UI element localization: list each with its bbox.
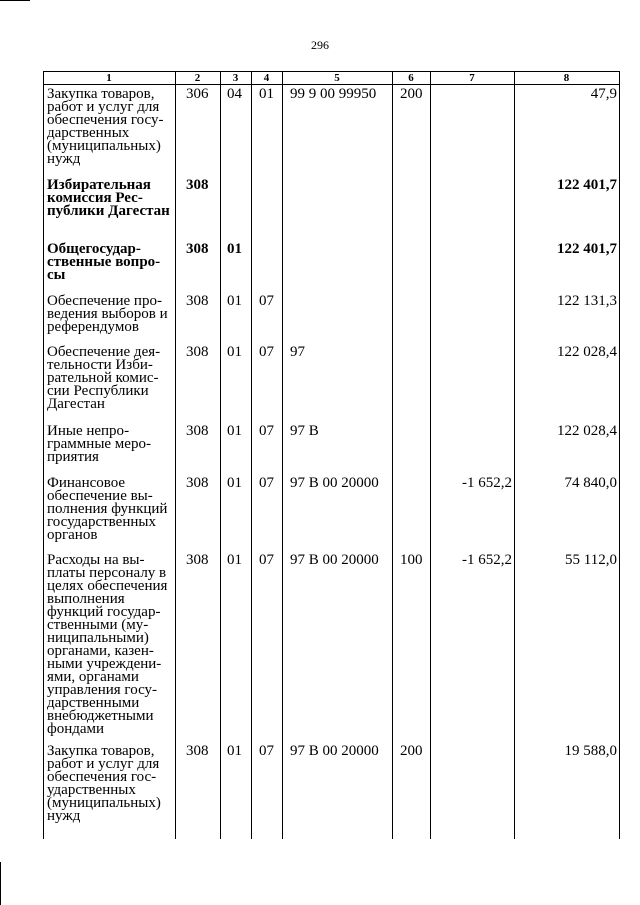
row-code-subsection: 01 bbox=[259, 86, 274, 102]
row-code-expense-type: 200 bbox=[400, 743, 423, 759]
row-amount: 122 028,4 bbox=[557, 344, 617, 360]
row-name: Обеспечение деятельности Избирательной комиссии Республики Дагестан bbox=[47, 344, 161, 412]
row-code-subsection: 07 bbox=[259, 293, 274, 309]
row-amount: 122 401,7 bbox=[557, 177, 617, 193]
row-code-ministry: 308 bbox=[186, 293, 209, 309]
row-code-section: 01 bbox=[227, 344, 242, 360]
row-code-target: 97 В 00 20000 bbox=[290, 475, 379, 491]
row-code-subsection: 07 bbox=[259, 475, 274, 491]
row-code-expense-type: 100 bbox=[400, 552, 423, 568]
row-code-target: 97 В 00 20000 bbox=[290, 743, 379, 759]
col-border bbox=[43, 71, 44, 839]
header-col-8: 8 bbox=[563, 72, 570, 84]
row-name: Финансовое обеспечение выполнения функций государственных органов bbox=[47, 475, 168, 543]
row-code-subsection: 07 bbox=[259, 423, 274, 439]
col-border bbox=[430, 71, 431, 839]
row-code-subsection: 07 bbox=[259, 743, 274, 759]
row-code-section: 01 bbox=[227, 743, 242, 759]
row-code-ministry: 308 bbox=[186, 177, 209, 193]
row-amount: 122 401,7 bbox=[557, 241, 617, 257]
row-code-section: 01 bbox=[227, 241, 242, 257]
row-code-section: 01 bbox=[227, 475, 242, 491]
row-name: Обеспечение проведения выборов и референдумов bbox=[47, 293, 168, 335]
row-code-section: 04 bbox=[227, 86, 242, 102]
row-code-ministry: 308 bbox=[186, 743, 209, 759]
row-code-target: 97 В bbox=[290, 423, 319, 439]
header-col-2: 2 bbox=[194, 72, 201, 84]
col-border bbox=[282, 71, 283, 839]
row-name: Расходы на выплаты персоналу в целях обеспечения выполнения функций государственными (муниципальными) органами, казенными учреждениями, органами управления государственными внебюджетными фондами bbox=[47, 552, 168, 737]
scan-edge-mark bbox=[0, 0, 30, 1]
row-code-ministry: 308 bbox=[186, 552, 209, 568]
row-code-subsection: 07 bbox=[259, 552, 274, 568]
col-border bbox=[514, 71, 515, 839]
row-name: Закупка товаров, работ и услуг для обеспечения государственных (муниципальных) нужд bbox=[47, 86, 164, 167]
col-border bbox=[251, 71, 252, 839]
row-code-target: 97 В 00 20000 bbox=[290, 552, 379, 568]
header-bottom-border bbox=[43, 84, 620, 85]
header-col-3: 3 bbox=[232, 72, 239, 84]
row-code-ministry: 308 bbox=[186, 344, 209, 360]
col-border bbox=[220, 71, 221, 839]
row-amount: 74 840,0 bbox=[564, 475, 617, 491]
scan-margin-mark bbox=[0, 862, 1, 905]
row-code-ministry: 308 bbox=[186, 475, 209, 491]
row-amount: 47,9 bbox=[590, 86, 617, 102]
row-name: Избирательная комиссия Республики Дагестан bbox=[47, 177, 170, 219]
row-amount: 122 028,4 bbox=[557, 423, 617, 439]
col-border bbox=[392, 71, 393, 839]
header-col-1: 1 bbox=[106, 72, 112, 84]
row-code-section: 01 bbox=[227, 423, 242, 439]
header-col-6: 6 bbox=[408, 72, 414, 84]
row-name: Общегосударственные вопросы bbox=[47, 241, 161, 283]
row-change-amount: -1 652,2 bbox=[462, 552, 512, 568]
row-code-target: 99 9 00 99950 bbox=[290, 86, 377, 102]
row-name: Закупка товаров, работ и услуг для обеспечения государственных (муниципальных) нужд bbox=[47, 743, 161, 824]
table-header bbox=[43, 72, 619, 84]
row-amount: 122 131,3 bbox=[557, 293, 617, 309]
row-code-ministry: 308 bbox=[186, 241, 209, 257]
row-code-section: 01 bbox=[227, 552, 242, 568]
row-code-subsection: 07 bbox=[259, 344, 274, 360]
header-col-4: 4 bbox=[263, 72, 270, 84]
row-amount: 55 112,0 bbox=[565, 552, 617, 568]
row-change-amount: -1 652,2 bbox=[462, 475, 512, 491]
page-number: 296 bbox=[311, 38, 329, 52]
col-border bbox=[619, 71, 620, 839]
row-code-target: 97 bbox=[290, 344, 305, 360]
row-code-expense-type: 200 bbox=[400, 86, 423, 102]
row-name: Иные непрограммные мероприятия bbox=[47, 423, 151, 465]
row-code-ministry: 308 bbox=[186, 423, 209, 439]
row-code-ministry: 306 bbox=[186, 86, 209, 102]
header-col-7: 7 bbox=[469, 72, 475, 84]
col-border bbox=[175, 71, 176, 839]
row-amount: 19 588,0 bbox=[564, 743, 617, 759]
header-col-5: 5 bbox=[334, 72, 340, 84]
row-code-section: 01 bbox=[227, 293, 242, 309]
